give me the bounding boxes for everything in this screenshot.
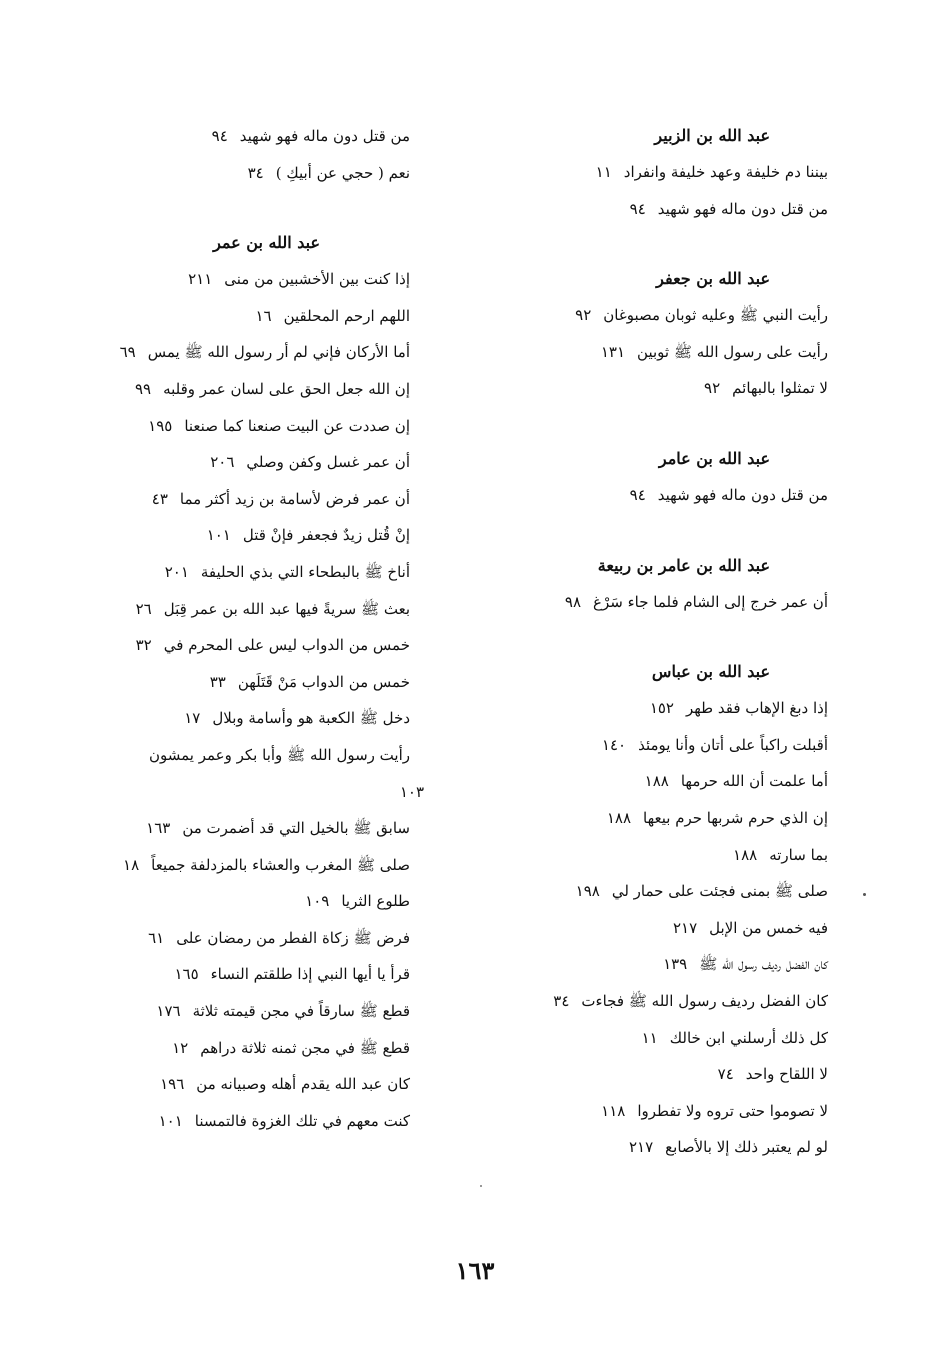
index-entry (80, 1103, 410, 1140)
entry-page-number: ١٠٣ (399, 782, 424, 801)
entry-text: كان الفضل رديف رسول الله ﷺ فجاءت (581, 991, 828, 1010)
entry-page-number: ٤٣ (151, 489, 168, 508)
entry-page-number: ١٥٢ (649, 699, 674, 718)
entry-text: أما علمت أن الله حرمها (680, 772, 828, 791)
section-heading: عبد الله بن جعفر (656, 269, 770, 289)
entry-page-number: ١٨٨ (733, 845, 758, 864)
entry-page-number: ٢١٧ (628, 1138, 654, 1157)
entry-text: أقبلت راكباً على أتان وأنا يومئذ (638, 735, 828, 754)
entry-page-number: ٩٨ (564, 592, 582, 611)
entry-page-number: ١٦٣ (146, 819, 171, 838)
index-entry (478, 334, 828, 371)
entry-text: من قتل دون ماله فهو شهيد (657, 199, 828, 218)
entry-page-number: ٢٠٦ (210, 453, 235, 472)
entry-text: رأيت رسول الله ﷺ وأبا بكر وعمر يمشون (148, 745, 410, 764)
index-entry (478, 763, 828, 800)
index-entry (80, 444, 410, 481)
entry-text: أن عمر غسل وكفن وصلي (246, 453, 410, 472)
section-gap (478, 227, 828, 261)
entry-text: رأيت النبي ﷺ وعليه ثوبان مصبوغان (603, 306, 828, 325)
entry-text: اللهم ارحم المحلقين (283, 306, 410, 325)
index-entry (80, 1030, 410, 1067)
entry-text: أن عمر فرض لأسامة بن زيد أكثر مما (179, 489, 410, 508)
entry-page-number: ١٣١ (600, 342, 626, 361)
entry-page-number: ١٦ (255, 306, 272, 325)
entry-page-number: ٣٣ (209, 672, 226, 691)
index-entry (478, 983, 828, 1020)
entry-page-number: ١١ (641, 1028, 658, 1047)
section-heading: عبد الله بن عمر (213, 233, 320, 253)
entry-page-number: ٩٤ (211, 127, 228, 145)
index-entry (80, 481, 410, 518)
index-entry (80, 334, 410, 371)
entry-text: لو لم يعتبر ذلك إلا بالأصابع (665, 1138, 828, 1157)
entry-text: من قتل دون ماله فهو شهيد (239, 127, 410, 145)
index-entry (80, 118, 410, 155)
index-entry (478, 370, 828, 407)
margin-dot (863, 893, 866, 896)
entry-page-number: ١٠٩ (305, 892, 330, 911)
index-entry (80, 664, 410, 701)
index-entry (80, 627, 410, 664)
section-heading: عبد الله بن عامر (658, 448, 770, 468)
entry-text: إن الله جعل الحق على لسان عمر وقلبه (163, 379, 410, 398)
entry-page-number: ١٧ (184, 709, 201, 728)
entry-page-number: ١٩٥ (148, 416, 173, 435)
index-entry (478, 727, 828, 764)
entry-text: قرأ يا أيها النبي إذا طلقتم النساء (210, 965, 410, 984)
index-entry (478, 154, 828, 191)
index-entry (478, 584, 828, 621)
entry-page-number: ٩٤ (629, 485, 646, 504)
entry-page-number: ٩٢ (575, 306, 592, 325)
index-entry (80, 737, 424, 810)
index-entry (478, 297, 828, 334)
index-entry (80, 261, 410, 298)
index-entry (478, 1093, 828, 1130)
entry-page-number: ١٠١ (158, 1111, 183, 1130)
index-entry (80, 1066, 410, 1103)
section-heading: عبد الله بن عباس (651, 662, 770, 682)
entry-text: نعم ( حجي عن أبيكِ ) (275, 163, 410, 182)
entry-page-number: ٢٠١ (164, 562, 189, 581)
entry-page-number: ٢١٧ (673, 918, 698, 937)
index-entry (80, 554, 410, 591)
entry-page-number: ١٧٦ (156, 1002, 181, 1021)
entry-text: بيننا دم خليفة وعهد خليفة وانفراد (623, 163, 828, 181)
entry-page-number: ٩٩ (134, 379, 152, 398)
section-gap (80, 191, 410, 225)
entry-page-number: ١٩٦ (160, 1075, 185, 1094)
entry-text: خمس من الدواب ليس على المحرم في (163, 636, 410, 655)
entry-page-number: ١٨٨ (644, 772, 669, 791)
index-entry (478, 837, 828, 874)
index-entry (478, 1056, 828, 1093)
entry-text: بما سارته (769, 845, 828, 864)
entry-page-number: ١٢ (172, 1038, 189, 1057)
entry-text: أن عمر خرج إلى الشام فلما جاء سَرْغ (593, 592, 828, 611)
entry-page-number: ١٤٠ (601, 735, 627, 754)
index-entry (478, 477, 828, 514)
entry-text: كان الفضل رديف رسول الله ﷺ (699, 955, 828, 974)
entry-page-number: ١١ (595, 163, 612, 181)
entry-text: لا اللقاح واحد (745, 1065, 828, 1084)
entry-text: إذا كنت بين الأخشبين من منى (224, 270, 410, 289)
entry-page-number: ٩٤ (629, 199, 646, 218)
entry-text: رأيت على رسول الله ﷺ ثوبين (637, 342, 828, 361)
section-gap (478, 620, 828, 654)
index-entry (80, 155, 410, 192)
index-entry (478, 1020, 828, 1057)
entry-page-number: ١٨٨ (606, 808, 632, 827)
entry-text: فرض ﷺ زكاة الفطر من رمضان على (176, 928, 410, 947)
index-entry (80, 408, 410, 445)
entry-page-number: ٩٢ (704, 379, 721, 398)
index-entry (80, 920, 410, 957)
entry-page-number: ١٨ (123, 855, 140, 874)
entry-page-number: ٣٤ (553, 991, 570, 1010)
entry-text: بعث ﷺ سريةً فيها عبد الله بن عمر قِبَل (163, 599, 410, 618)
index-entry (478, 690, 828, 727)
index-entry (80, 298, 410, 335)
entry-text: خمس من الدواب مَنْ قَتَلَهن (237, 672, 410, 691)
entry-page-number: ١٦٥ (174, 965, 199, 984)
section-heading: عبد الله بن عامر بن ربيعة (597, 555, 770, 575)
entry-text: قطع ﷺ في مجن ثمنه ثلاثة دراهم (200, 1038, 410, 1057)
entry-text: صلى ﷺ المغرب والعشاء بالمزدلفة جميعاً (151, 855, 410, 874)
entry-page-number: ٢٦ (135, 599, 152, 618)
entry-text: سابق ﷺ بالخيل التي قد أضمرت من (182, 819, 410, 838)
index-entry (80, 591, 410, 628)
section-gap (478, 514, 828, 548)
entry-text: أما الأركان فإني لم أر رسول الله ﷺ يمس (147, 343, 410, 362)
left-column (80, 118, 424, 1139)
index-entry (478, 191, 828, 228)
entry-page-number: ١١٨ (601, 1101, 626, 1120)
index-entry (80, 517, 410, 554)
index-entry (80, 847, 410, 884)
entry-text: قطع ﷺ سارقاً في مجن قيمته ثلاثة (192, 1002, 410, 1021)
entry-text: لا تمثلوا بالبهائم (732, 379, 828, 398)
entry-text: كنت معهم في تلك الغزوة فالتمسنا (194, 1111, 410, 1130)
index-entry (80, 956, 410, 993)
entry-text: إذا دبغ الإهاب فقد طهر (685, 699, 828, 718)
entry-text: أناخ ﷺ بالبطحاء التي بذي الحليفة (200, 562, 410, 581)
entry-page-number: ٢١١ (188, 270, 213, 289)
index-entry (80, 810, 410, 847)
entry-text: دخل ﷺ الكعبة هو وأسامة وبلال (212, 709, 410, 728)
scan-speck (480, 1185, 482, 1187)
entry-page-number: ٣٢ (135, 636, 152, 655)
entry-text: فيه خمس من الإبل (709, 918, 828, 937)
section-gap (478, 407, 828, 441)
entry-text: كل ذلك أرسلني ابن خالك (669, 1028, 828, 1047)
index-entry (478, 946, 828, 983)
entry-page-number: ٣٤ (247, 163, 264, 182)
index-entry (80, 371, 410, 408)
right-column (478, 118, 828, 1166)
entry-text: طلوع الثريا (341, 892, 410, 911)
index-entry (478, 910, 828, 947)
entry-text: إنْ قُتل زيدٌ فجعفر فإنْ قتل (242, 526, 410, 545)
entry-page-number: ١٩٨ (575, 882, 600, 901)
section-heading: عبد الله بن الزبير (654, 126, 770, 145)
entry-page-number: ١٣٩ (663, 955, 688, 974)
page-number: ١٦٣ (455, 1256, 495, 1285)
entry-text: إن صددت عن البيت صنعنا كما صنعنا (184, 416, 410, 435)
entry-page-number: ١٠١ (206, 526, 231, 545)
index-entry (80, 883, 410, 920)
index-entry (478, 1129, 828, 1166)
entry-text: لا تصوموا حتى تروه ولا تفطروا (637, 1101, 828, 1120)
index-entry (80, 993, 410, 1030)
index-entry (478, 800, 828, 837)
index-entry (80, 700, 410, 737)
entry-text: صلى ﷺ بمنى فجئت على حمار لي (611, 882, 828, 901)
index-entry (478, 873, 828, 910)
entry-text: كان عبد الله يقدم أهله وصبيانه من (196, 1075, 410, 1094)
entry-page-number: ٧٤ (717, 1065, 734, 1084)
entry-text: إن الذي حرم شربها حرم بيعها (643, 808, 828, 827)
entry-page-number: ٦٩ (119, 343, 136, 362)
entry-page-number: ٦١ (148, 928, 165, 947)
entry-text: من قتل دون ماله فهو شهيد (657, 485, 828, 504)
